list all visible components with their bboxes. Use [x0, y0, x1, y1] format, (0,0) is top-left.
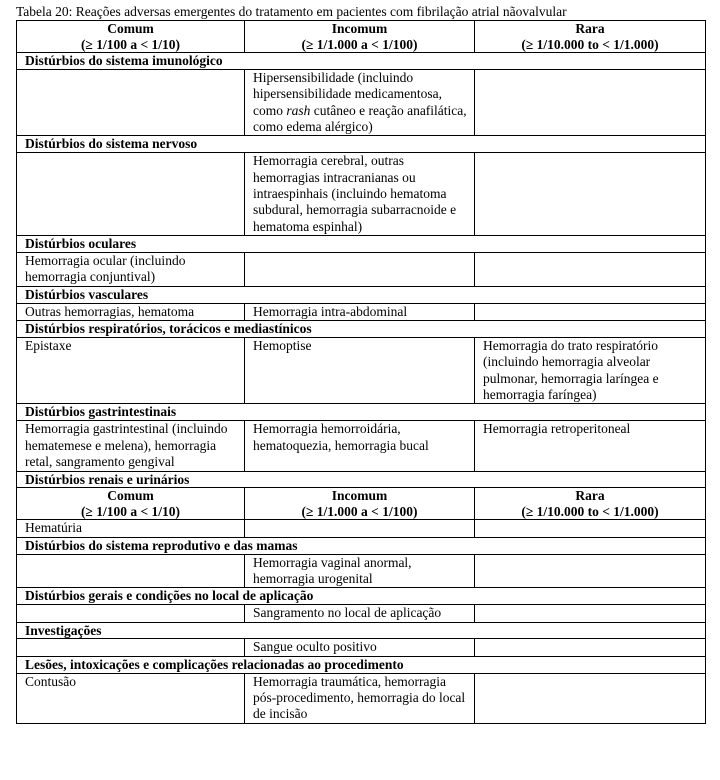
table-row	[17, 153, 706, 236]
section-title: Distúrbios vasculares	[17, 286, 706, 303]
table-row	[17, 673, 706, 723]
cell-uncommon: Sangramento no local de aplicação	[245, 605, 475, 622]
column-header-frequency: (≥ 1/100 a < 1/10)	[80, 36, 181, 52]
cell-common: Outras hemorragias, hematoma	[17, 303, 245, 320]
section-row	[17, 588, 706, 605]
table-caption: Tabela 20: Reações adversas emergentes do tratamento em pacientes com fibrilação atrial nãovalvular	[16, 4, 567, 19]
cell-uncommon: Hemoptise	[245, 337, 475, 404]
section-title: Distúrbios respiratórios, torácicos e mediastínicos	[17, 321, 706, 338]
column-header-name: Comum	[107, 488, 154, 504]
cell-rare	[475, 673, 706, 723]
cell-common	[17, 639, 245, 656]
column-header-uncommon	[245, 488, 475, 520]
column-header-rare	[475, 488, 706, 520]
table-header-row	[17, 21, 706, 53]
table-row	[17, 520, 706, 537]
table-row	[17, 253, 706, 287]
column-header-uncommon	[245, 21, 475, 53]
cell-common	[17, 605, 245, 622]
cell-rare	[475, 153, 706, 236]
section-row	[17, 656, 706, 673]
cell-text: Hipersensibilidade (incluindo hipersensibilidade medicamentosa, como	[253, 69, 442, 118]
cell-common	[17, 554, 245, 588]
column-header-frequency: (≥ 1/1.000 a < 1/100)	[301, 503, 418, 519]
section-title: Lesões, intoxicações e complicações relacionadas ao procedimento	[17, 656, 706, 673]
cell-rare: Hemorragia retroperitoneal	[475, 421, 706, 471]
section-row	[17, 53, 706, 70]
section-row	[17, 286, 706, 303]
column-header-frequency: (≥ 1/10.000 to < 1/1.000)	[521, 503, 659, 519]
section-row	[17, 404, 706, 421]
table-row	[17, 69, 706, 136]
table-row	[17, 639, 706, 656]
section-row	[17, 236, 706, 253]
column-header-name: Rara	[575, 21, 605, 36]
cell-uncommon	[245, 520, 475, 537]
column-header-common	[17, 21, 245, 53]
cell-uncommon: Hemorragia vaginal anormal, hemorragia urogenital	[245, 554, 475, 588]
cell-rare: Hemorragia do trato respiratório (incluindo hemorragia alveolar pulmonar, hemorragia laríngea e hemorragia faríngea)	[475, 337, 706, 404]
cell-common: Epistaxe	[17, 337, 245, 404]
cell-rare	[475, 554, 706, 588]
cell-uncommon	[245, 69, 475, 136]
section-title: Distúrbios gerais e condições no local de aplicação	[17, 588, 706, 605]
table-row	[17, 337, 706, 404]
column-header-frequency: (≥ 1/10.000 to < 1/1.000)	[521, 36, 659, 52]
cell-text-italic: rash	[286, 102, 311, 118]
cell-uncommon: Hemorragia cerebral, outras hemorragias intracranianas ou intraespinhais (incluindo hematoma subdural, hemorragia subarracnoide e hematoma espinhal)	[245, 153, 475, 236]
cell-common: Contusão	[17, 673, 245, 723]
cell-rare	[475, 605, 706, 622]
column-header-frequency: (≥ 1/1.000 a < 1/100)	[301, 36, 418, 52]
cell-common: Hemorragia gastrintestinal (incluindo hematemese e melena), hemorragia retal, sangramento gengival	[17, 421, 245, 471]
column-header-name: Incomum	[331, 488, 388, 504]
section-row	[17, 471, 706, 488]
document	[16, 3, 705, 724]
column-header-name: Rara	[575, 488, 605, 504]
cell-text: cutâneo e reação anafilática, como edema alérgico)	[253, 102, 467, 135]
table-body	[17, 21, 706, 724]
section-row	[17, 321, 706, 338]
cell-rare	[475, 69, 706, 136]
column-header-common	[17, 488, 245, 520]
repeated-header-row	[17, 488, 706, 520]
section-title: Investigações	[17, 622, 706, 639]
section-title: Distúrbios gastrintestinais	[17, 404, 706, 421]
cell-rare	[475, 639, 706, 656]
cell-uncommon	[245, 253, 475, 287]
table-row	[17, 605, 706, 622]
column-header-name: Comum	[107, 21, 154, 36]
cell-uncommon: Hemorragia intra-abdominal	[245, 303, 475, 320]
section-row	[17, 537, 706, 554]
column-header-frequency: (≥ 1/100 a < 1/10)	[80, 503, 181, 519]
cell-rare	[475, 253, 706, 287]
table-row	[17, 554, 706, 588]
cell-uncommon: Sangue oculto positivo	[245, 639, 475, 656]
cell-common	[17, 153, 245, 236]
cell-common: Hemorragia ocular (incluindo hemorragia conjuntival)	[17, 253, 245, 287]
column-header-name: Incomum	[331, 21, 388, 36]
section-title: Distúrbios do sistema imunológico	[17, 53, 706, 70]
column-header-rare	[475, 21, 706, 53]
adverse-reactions-table	[16, 20, 706, 724]
section-title: Distúrbios oculares	[17, 236, 706, 253]
cell-rare	[475, 520, 706, 537]
cell-common: Hematúria	[17, 520, 245, 537]
section-title: Distúrbios do sistema reprodutivo e das mamas	[17, 537, 706, 554]
section-title: Distúrbios do sistema nervoso	[17, 136, 706, 153]
cell-uncommon: Hemorragia traumática, hemorragia pós-procedimento, hemorragia do local de incisão	[245, 673, 475, 723]
cell-uncommon: Hemorragia hemorroidária, hematoquezia, hemorragia bucal	[245, 421, 475, 471]
section-row	[17, 622, 706, 639]
cell-common	[17, 69, 245, 136]
table-row	[17, 303, 706, 320]
cell-rare	[475, 303, 706, 320]
section-row	[17, 136, 706, 153]
table-row	[17, 421, 706, 471]
section-title: Distúrbios renais e urinários	[17, 471, 706, 488]
